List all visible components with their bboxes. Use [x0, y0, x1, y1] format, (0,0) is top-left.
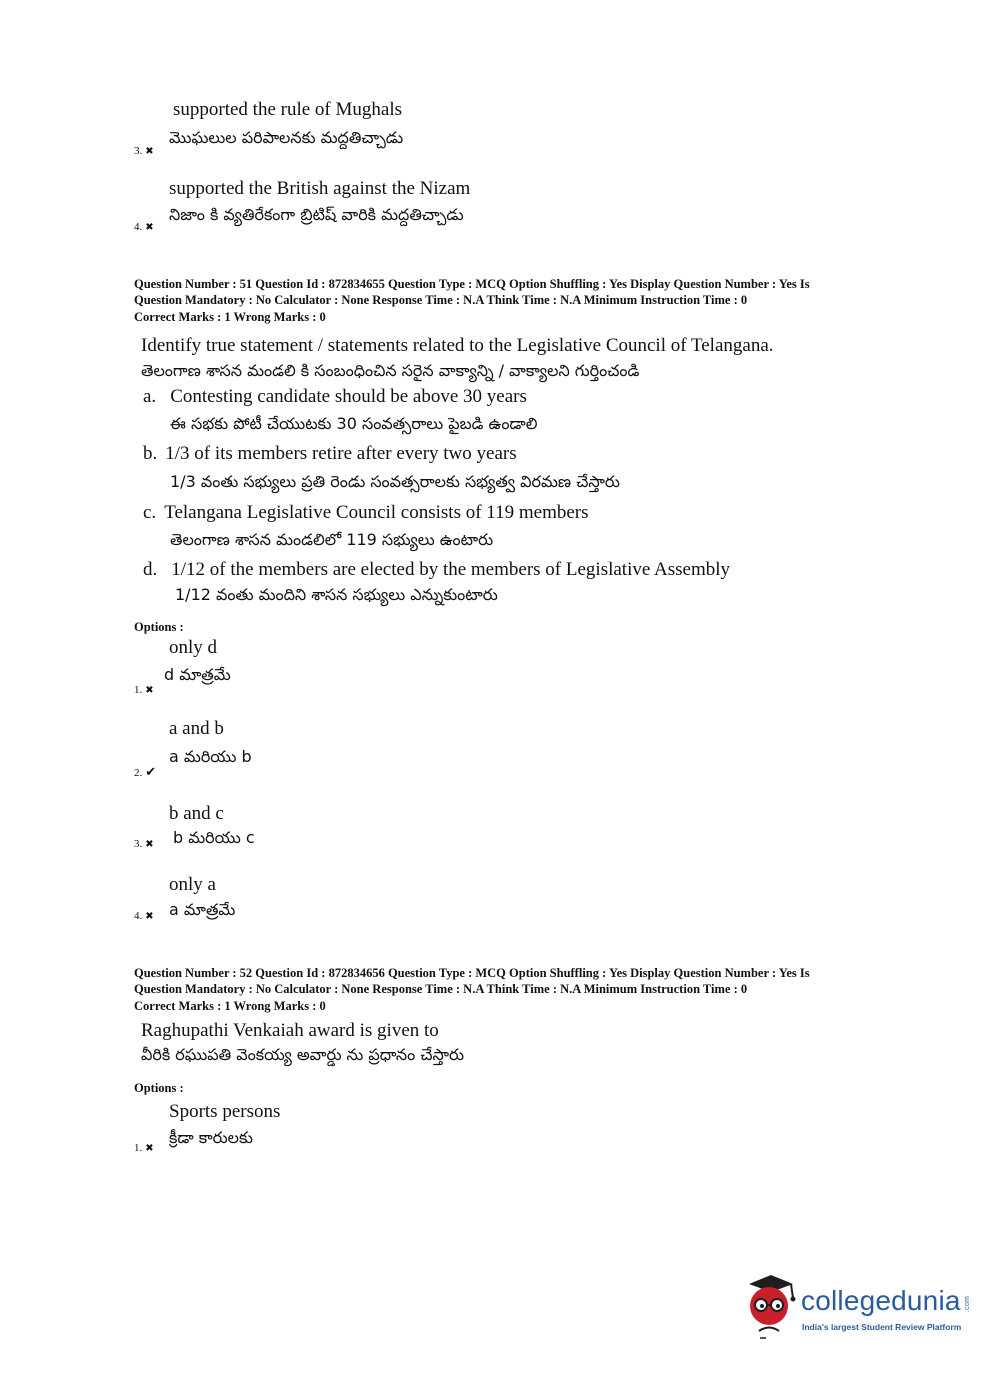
statement-d-telugu: 1/12 వంతు మందిని శాసన సభ్యులు ఎన్నుకుంటారు: [175, 585, 498, 604]
q51-option-2-english: a and b: [169, 718, 224, 739]
wrong-mark-icon: ✖: [145, 146, 154, 157]
question-52-text-english: Raghupathi Venkaiah award is given to: [141, 1020, 439, 1041]
statement-text: Contesting candidate should be above 30 years: [170, 386, 527, 407]
q51-option-3-telugu: b మరియు c: [173, 828, 255, 847]
statement-c: [143, 502, 589, 524]
statement-label: b.: [143, 443, 158, 464]
statement-label: a.: [143, 386, 157, 407]
q52-option-1-telugu: క్రీడా కారులకు: [169, 1128, 253, 1147]
q51-option-1-number: 1. ✖: [134, 684, 154, 696]
q51-option-3-number: 3. ✖: [134, 838, 154, 850]
q51-option-4-english: only a: [169, 874, 216, 895]
marks-line: Correct Marks : 1 Wrong Marks : 0: [134, 310, 326, 324]
option-4-number: 4. ✖: [134, 221, 154, 233]
wrong-mark-icon: ✖: [145, 839, 154, 850]
question-52-text-telugu: వీరికి రఘుపతి వెంకయ్య అవార్డు ను ప్రధానం చేస్తారు: [141, 1045, 465, 1064]
q52-option-1-number: 1. ✖: [134, 1142, 154, 1154]
statement-text: 1/3 of its members retire after every two years: [165, 443, 517, 464]
q51-option-3-english: b and c: [169, 803, 224, 824]
options-label: Options :: [134, 1081, 184, 1095]
option-3-number: 3. ✖: [134, 145, 154, 157]
statement-label: c.: [143, 502, 157, 523]
q52-option-1-english: Sports persons: [169, 1101, 281, 1122]
logo-domain: .com: [963, 1296, 971, 1312]
statement-b: [143, 443, 517, 465]
logo-tagline: India's largest Student Review Platform: [802, 1322, 962, 1332]
statement-c-telugu: తెలంగాణ శాసన మండలిలో 119 సభ్యులు ఉంటారు: [170, 530, 494, 549]
meta-line: Question Number : 52 Question Id : 872834656 Question Type : MCQ Option Shuffling : Yes Display Question Number : Yes Is: [134, 966, 810, 980]
collegedunia-logo[interactable]: [741, 1272, 981, 1342]
meta-line: Question Mandatory : No Calculator : None Response Time : N.A Think Time : N.A Minimum Instruction Time : 0: [134, 292, 748, 307]
option-3-telugu: మొఘలుల పరిపాలనకు మద్దతిచ్చాడు: [169, 128, 404, 147]
q51-option-2-telugu: a మరియు b: [169, 747, 252, 766]
logo-name: [801, 1285, 987, 1317]
statement-b-telugu: 1/3 వంతు సభ్యులు ప్రతి రెండు సంవత్సరాలకు సభ్యత్వ విరమణ చేస్తారు: [170, 472, 620, 491]
statement-a: [143, 386, 527, 408]
statement-text: 1/12 of the members are elected by the members of Legislative Assembly: [171, 559, 730, 580]
correct-mark-icon: ✔: [145, 764, 157, 779]
option-4-english: supported the British against the Nizam: [169, 178, 471, 199]
statement-d: [143, 559, 730, 581]
question-51-text-english: Identify true statement / statements related to the Legislative Council of Telangana.: [141, 335, 774, 356]
option-3-english: supported the rule of Mughals: [173, 99, 403, 120]
statement-label: d.: [143, 559, 158, 580]
meta-line: Question Number : 51 Question Id : 872834655 Question Type : MCQ Option Shuffling : Yes Display Question Number : Yes Is: [134, 277, 810, 291]
statement-a-telugu: ఈ సభకు పోటీ చేయుటకు 30 సంవత్సరాలు పైబడి ఉండాలి: [170, 414, 538, 433]
wrong-mark-icon: ✖: [145, 685, 154, 696]
q51-option-1-english: only d: [169, 637, 218, 658]
options-label: Options :: [134, 620, 184, 634]
q51-option-4-number: 4. ✖: [134, 910, 154, 922]
statement-text: Telangana Legislative Council consists of 119 members: [164, 502, 589, 523]
question-51-text-telugu: తెలంగాణ శాసన మండలి కి సంబంధించిన సరైన వాక్యాన్ని / వాక్యాలని గుర్తించండి: [141, 361, 640, 380]
wrong-mark-icon: ✖: [145, 911, 154, 922]
question-52-meta: [134, 966, 810, 1015]
option-4-telugu: నిజాం కి వ్యతిరేకంగా బ్రిటిష్ వారికి మద్దతిచ్చాడు: [169, 205, 464, 224]
wrong-mark-icon: ✖: [145, 1143, 154, 1154]
q51-option-1-telugu: d మాత్రమే: [164, 665, 231, 684]
marks-line: Correct Marks : 1 Wrong Marks : 0: [134, 999, 326, 1013]
wrong-mark-icon: ✖: [145, 222, 154, 233]
q51-option-2-number: 2. ✔: [134, 764, 157, 779]
question-51-meta: [134, 277, 810, 326]
q51-option-4-telugu: a మాత్రమే: [169, 900, 236, 919]
logo-wordmark: collegedunia: [801, 1285, 961, 1316]
meta-line: Question Mandatory : No Calculator : None Response Time : N.A Think Time : N.A Minimum Instruction Time : 0: [134, 981, 748, 996]
mascot-icon: [741, 1272, 801, 1342]
